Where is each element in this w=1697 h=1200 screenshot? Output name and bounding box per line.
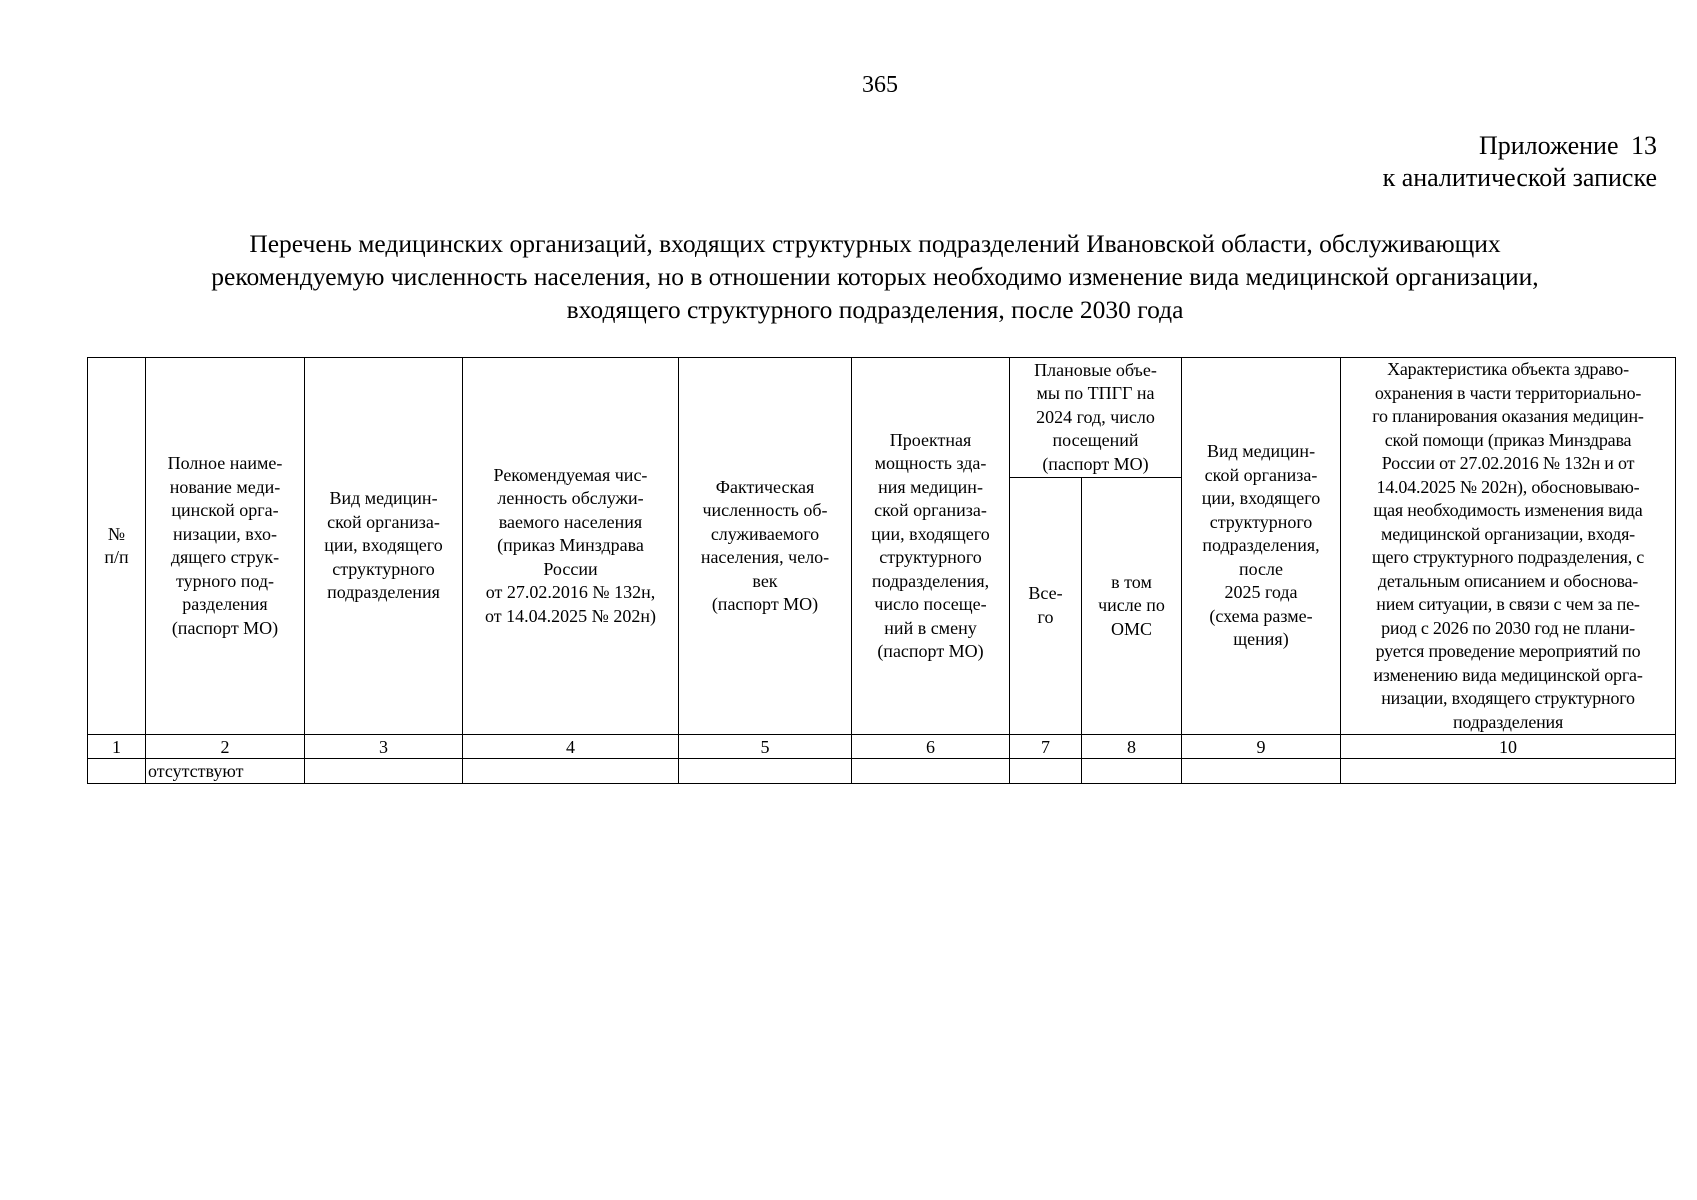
appendix-subtitle: к аналитической записке — [1382, 163, 1657, 192]
document-title-line-2: рекомендуемую численность населения, но в отношении которых необходимо изменение вида медицинской организации, — [211, 262, 1539, 291]
table-cell — [305, 759, 463, 784]
table-cell — [1182, 759, 1341, 784]
column-number: 4 — [463, 735, 679, 759]
header-col-3: Вид медицин- ской организа- ции, входящего структурного подразделения — [305, 358, 463, 735]
table-cell — [1341, 759, 1676, 784]
table-row — [88, 759, 1676, 784]
column-number: 2 — [146, 735, 305, 759]
column-number: 7 — [1010, 735, 1082, 759]
header-col-2: Полное наиме- нование меди- цинской орга- низации, вхо- дящего струк- турного под- разделения (паспорт МО) — [146, 358, 305, 735]
header-col-7-8-group: Плановые объе- мы по ТПГГ на 2024 год, число посещений (паспорт МО) — [1010, 358, 1182, 478]
column-number: 3 — [305, 735, 463, 759]
table-cell — [88, 759, 146, 784]
table-cell-organization: отсутствуют — [146, 759, 305, 784]
column-number: 10 — [1341, 735, 1676, 759]
header-col-6: Проектная мощность зда- ния медицин- ской организа- ции, входящего структурного подразделения, число посеще- ний в смену (паспорт МО) — [852, 358, 1010, 735]
table-header-row — [88, 358, 1676, 478]
header-col-8: в том числе по ОМС — [1082, 477, 1182, 734]
appendix-label: Приложение 13 — [1478, 131, 1657, 160]
document-title-line-3: входящего структурного подразделения, после 2030 года — [566, 295, 1184, 324]
table-cell — [1082, 759, 1182, 784]
document-title-line-1: Перечень медицинских организаций, входящих структурных подразделений Ивановской области, обслуживающих — [249, 229, 1501, 258]
header-col-1: № п/п — [88, 358, 146, 735]
appendix-reference — [1383, 130, 1657, 194]
column-number: 6 — [852, 735, 1010, 759]
header-col-9: Вид медицин- ской организа- ции, входящего структурного подразделения, после 2025 года (схема разме- щения) — [1182, 358, 1341, 735]
document-title — [80, 227, 1670, 326]
column-number: 8 — [1082, 735, 1182, 759]
header-col-10: Характеристика объекта здраво- охранения в части территориально- го планирования оказания медицин- ской помощи (приказ Минздрава России от 27.02.2016 № 132н и от 14.04.2025 № 202н), обосновываю- щая необходимость изменения вида медицинской организации, входя- щего структурного подразделения, с детальным описанием и обоснова- нием ситуации, в связи с чем за пе- риод с 2026 по 2030 год не плани- руется проведение мероприятий по изменению вида медицинской орга- низации, входящего структурного подразделения — [1341, 358, 1676, 735]
header-col-5: Фактическая численность об- служиваемого населения, чело- век (паспорт МО) — [679, 358, 852, 735]
column-number-row — [88, 735, 1676, 759]
organizations-table — [87, 357, 1676, 784]
header-col-7: Все- го — [1010, 477, 1082, 734]
column-number: 5 — [679, 735, 852, 759]
column-number: 1 — [88, 735, 146, 759]
table-cell — [463, 759, 679, 784]
page-number: 365 — [862, 72, 898, 98]
table-cell — [679, 759, 852, 784]
table-cell — [1010, 759, 1082, 784]
header-col-4: Рекомендуемая чис- ленность обслужи- ваемого населения (приказ Минздрава России от 27.02.2016 № 132н, от 14.04.2025 № 202н) — [463, 358, 679, 735]
table-cell — [852, 759, 1010, 784]
column-number: 9 — [1182, 735, 1341, 759]
